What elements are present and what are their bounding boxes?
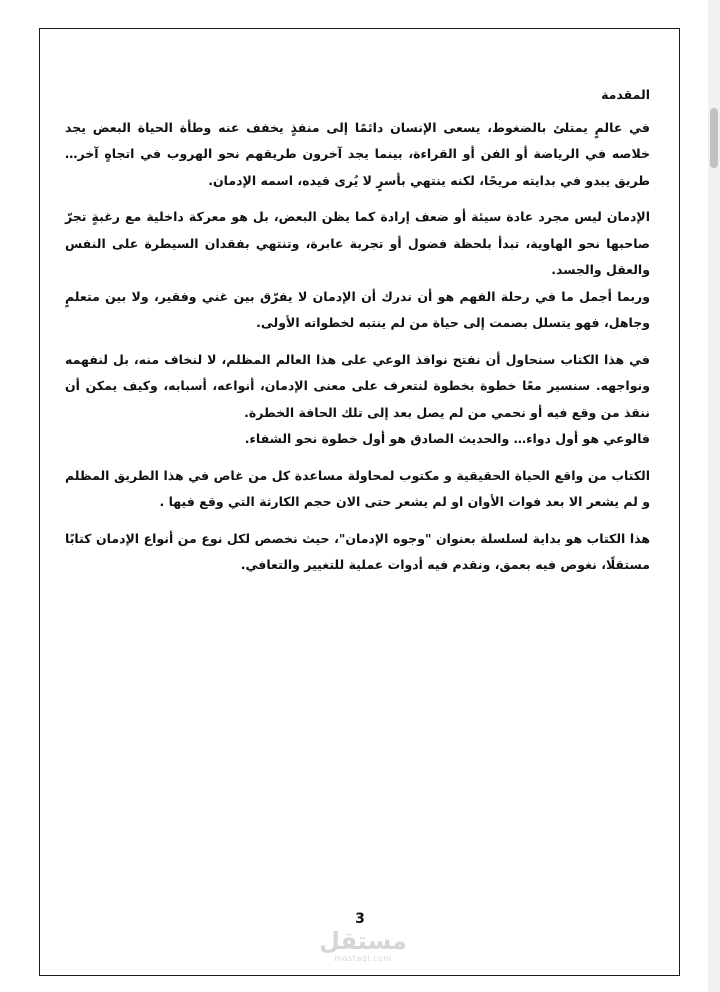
watermark-text: مستقل — [319, 927, 407, 955]
page-content — [65, 82, 650, 589]
page-number: 3 — [355, 911, 365, 927]
paragraph-series: هذا الكتاب هو بداية لسلسلة بعنوان "وجوه الإدمان"، حيث نخصص لكل نوع من أنواع الإدمان كتابًا مستقلًا، نغوص فيه بعمق، ونقدم فيه أدوات عملية للتغيير والتعافي. — [65, 530, 650, 572]
section-heading: المقدمة — [601, 87, 650, 102]
paragraph-real-life: الكتاب من واقع الحياة الحقيقية و مكتوب لمحاولة مساعدة كل من غاص في هذا الطريق المظلم و لم يشعر الا بعد فوات الأوان او لم يشعر حتى الان حجم الكارثة التي وقع فيها . — [65, 467, 650, 509]
paragraph-addiction-definition: الإدمان ليس مجرد عادة سيئة أو ضعف إرادة كما يظن البعض، بل هو معركة داخلية مع رغبةٍ تجرّ صاحبها نحو الهاوية، تبدأ بلحظة فضول أو تجربة عابرة، وتنتهي بفقدان السيطرة على النفس والعقل والجسد. — [65, 209, 650, 277]
paragraph-understanding: وربما أجمل ما في رحلة الفهم هو أن ندرك أن الإدمان لا يفرّق بين غني وفقير، ولا بين متعلمٍ وجاهل، فهو يتسلل بصمت إلى حياة من لم ينتبه لخطواته الأولى. — [65, 288, 650, 330]
scrollbar-thumb[interactable] — [710, 108, 718, 168]
paragraph-book-purpose: في هذا الكتاب سنحاول أن نفتح نوافذ الوعي على هذا العالم المظلم، لا لنخاف منه، بل لنفهمه ونواجهه. سنسير معًا خطوة بخطوة لنتعرف على معنى الإدمان، أنواعه، أسبابه، وكيف يمكن أن ننقذ من وقع فيه أو نحمي من لم يصل بعد إلى تلك الحافة الخطرة. — [65, 351, 650, 420]
paragraph-awareness-quote: فالوعي هو أول دواء… والحديث الصادق هو أول خطوة نحو الشفاء. — [244, 431, 650, 446]
watermark-subtext: mostaql.com — [334, 954, 392, 963]
vertical-scrollbar[interactable] — [708, 0, 720, 992]
mostaql-watermark-logo — [318, 928, 408, 963]
paragraph-intro: في عالمٍ يمتلئ بالضغوط، يسعى الإنسان دائمًا إلى منفذٍ يخفف عنه وطأة الحياة البعض يجد خلاصه في الرياضة أو الفن أو القراءة، بينما يجد آخرون طريقهم نحو الهروب في اتجاهٍ آخر… طريق يبدو في بدايته مريحًا، لكنه ينتهي بأسرٍ لا يُرى قيده، اسمه الإدمان. — [65, 119, 650, 188]
